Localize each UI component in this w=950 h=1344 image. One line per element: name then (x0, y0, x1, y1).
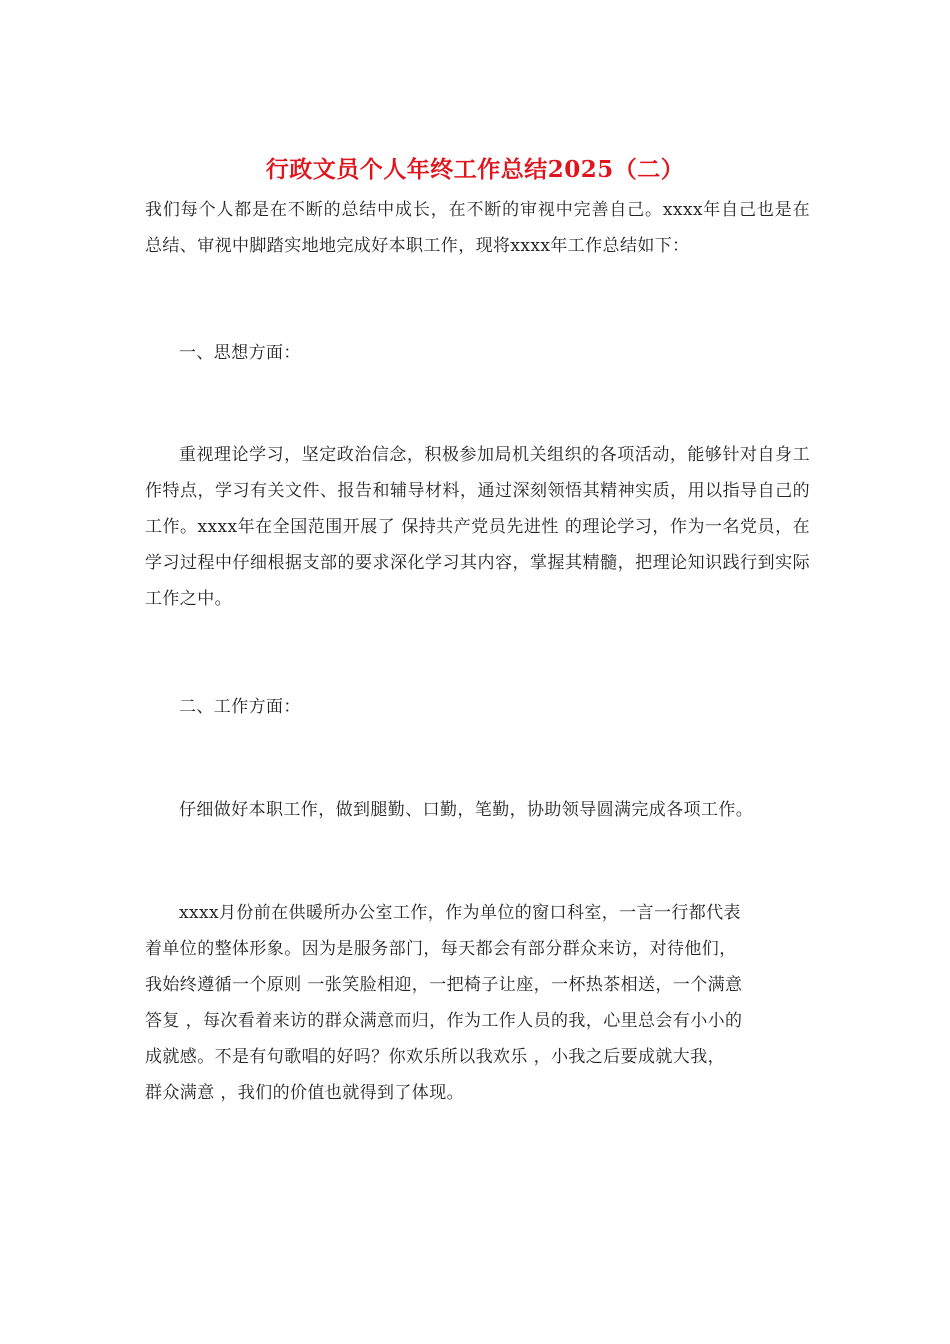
section-heading-thought: 一、思想方面： (179, 343, 301, 363)
section-heading-work: 二、工作方面： (179, 697, 301, 717)
work-paragraph: 仔细做好本职工作，做到腿勤、口勤，笔勤，协助领导圆满完成各项工作。 (179, 800, 754, 820)
service-paragraph-line: xxxx月份前在供暖所办公室工作，作为单位的窗口科室，一言一行都代表 (179, 903, 741, 923)
service-paragraph (145, 895, 810, 1111)
thought-paragraph: 重视理论学习，坚定政治信念，积极参加局机关组织的各项活动，能够针对自身工作特点，学习有关文件、报告和辅导材料，通过深刻领悟其精神实质，用以指导自己的工作。xxxx年在全国范围开展了 保持共产党员先进性 的理论学习，作为一名党员，在学习过程中仔细根据支部的要求深化学习其内容，掌握其精髓，把理论知识践行到实际工作之中。 (145, 445, 810, 609)
service-paragraph-line: 成就感。不是有句歌唱的好吗？你欢乐所以我欢乐 ，小我之后要成就大我， (145, 1047, 726, 1067)
service-paragraph-line: 群众满意 ，我们的价值也就得到了体现。 (145, 1083, 465, 1103)
service-paragraph-line: 答复 ，每次看着来访的群众满意而归，作为工作人员的我，心里总会有小小的 (145, 1011, 743, 1031)
service-paragraph-line: 着单位的整体形象。因为是服务部门，每天都会有部分群众来访，对待他们， (145, 939, 737, 959)
intro-paragraph: 我们每个人都是在不断的总结中成长，在不断的审视中完善自己。xxxx年自己也是在总结、审视中脚踏实地地完成好本职工作，现将xxxx年工作总结如下： (145, 200, 810, 256)
document-title: 行政文员个人年终工作总结2025（二） (265, 156, 685, 183)
service-paragraph-line: 我始终遵循一个原则 一张笑脸相迎，一把椅子让座，一杯热茶相送，一个满意 (145, 975, 743, 995)
